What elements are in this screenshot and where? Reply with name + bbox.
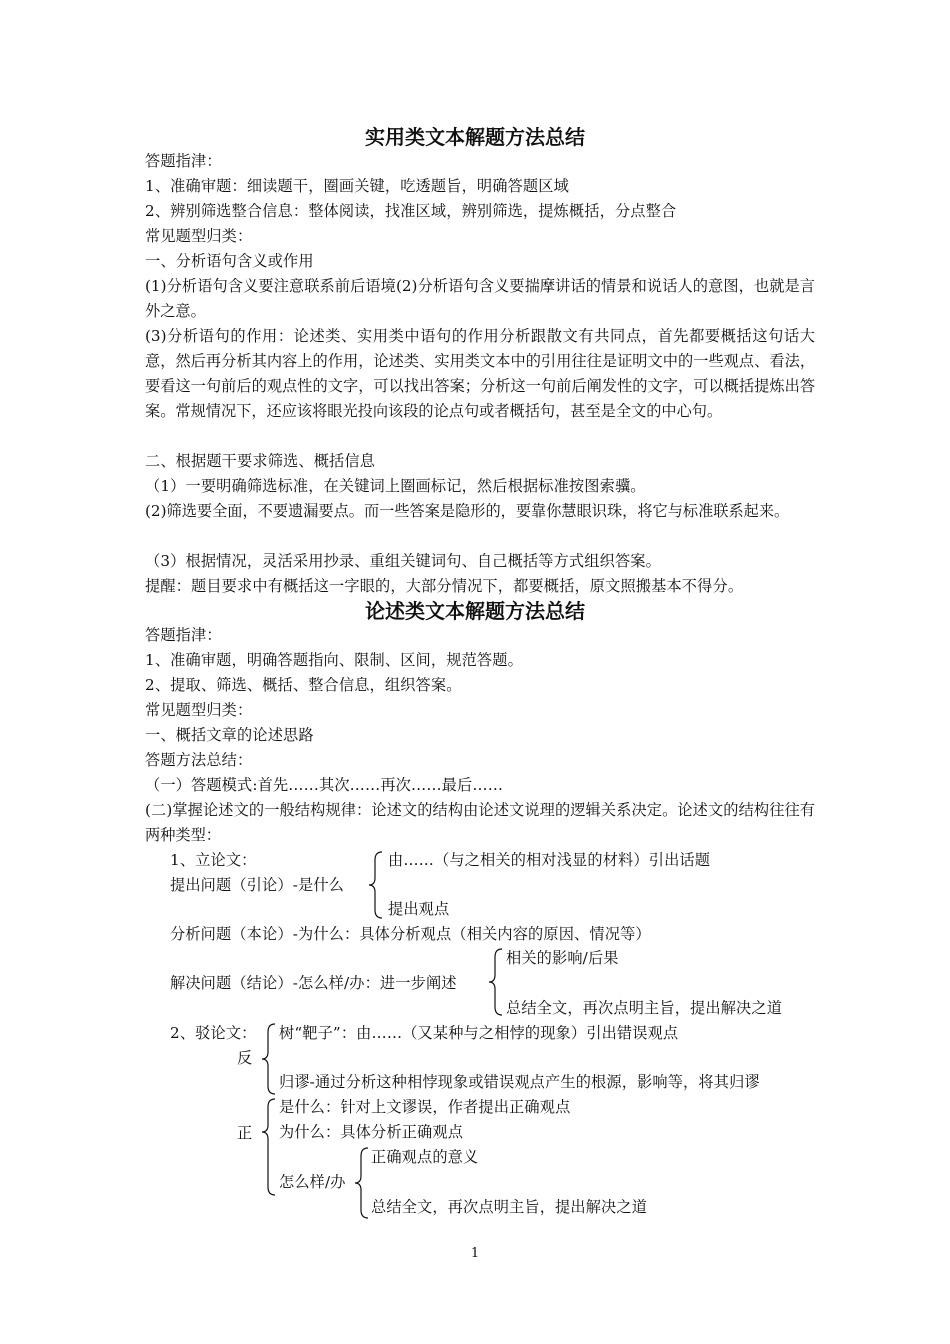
lilun-raise-a: 由……（与之相关的相对浅显的材料）引出话题 [388,851,711,869]
lilun-solve-brace [488,947,506,1017]
bolun-zheng-c2: 总结全文，再次点明主旨，提出解决之道 [371,1198,648,1216]
bolun-fan: 反 [237,1049,253,1067]
section2-method-1: （一）答题模式:首先……其次……再次……最后…… [145,776,504,794]
lilun-solve-a: 相关的影响/后果 [506,949,619,967]
section1-reminder: 提醒：题目要求中有概括这一字眼的，大部分情况下，都要概括，原文照搬基本不得分。 [145,577,744,595]
bolun-label: 2、驳论文： [170,1024,257,1042]
bolun-zheng-a: 是什么：针对上文谬误，作者提出正确观点 [279,1098,571,1116]
bolun-zheng-c1: 正确观点的意义 [371,1148,479,1166]
bolun-fan-a: 树“靶子”：由……（又某种与之相悖的现象）引出错误观点 [279,1024,679,1042]
section2-guide-2: 2、提取、筛选、概括、整合信息，组织答案。 [145,676,462,694]
section2-title: 论述类文本解题方法总结 [365,599,585,623]
section2-guide-label: 答题指津： [145,626,222,644]
lilun-analyze: 分析问题（本论）-为什么：具体分析观点（相关内容的原因、情况等） [170,925,651,943]
section1-guide-2: 2、辨别筛选整合信息：整体阅读，找准区域，辨别筛选，提炼概括，分点整合 [145,202,677,220]
section1-type1-paragraph-2: (3)分析语句的作用：论述类、实用类中语句的作用分析跟散文有共同点，首先都要概括这句话大意，然后再分析其内容上的作用，论述类、实用类文本中的引用往往是证明文中的一些观点、看法，要看这一句前后的观点性的文字，可以找出答案；分析这一句前后阐发性的文字，可以概括提炼出答案。常规情况下，还应该将眼光投向该段的论点句或者概括句，甚至是全文的中心句。 [145,327,815,420]
section1-type2-paragraph-2: (2)筛选要全面，不要遗漏要点。而一些答案是隐形的，要靠你慧眼识珠，将它与标准联系起来。 [145,502,790,520]
section2-method-2: (二)掌握论述文的一般结构规律：论述文的结构由论述文说理的逻辑关系决定。论述文的结构往往有两种类型： [145,801,815,844]
lilun-raise-brace [368,850,386,920]
bolun-zheng: 正 [237,1124,253,1142]
section1-type1-paragraph-1: (1)分析语句含义要注意联系前后语境(2)分析语句含义要揣摩讲话的情景和说话人的意图，也就是言外之意。 [145,277,815,320]
section2-guide-1: 1、准确审题，明确答题指向、限制、区间，规范答题。 [145,651,523,669]
bolun-zheng-b: 为什么：具体分析正确观点 [279,1123,464,1141]
bolun-zheng-brace [261,1097,279,1197]
section2-method-label: 答题方法总结： [145,751,253,769]
lilun-raise-b: 提出观点 [388,900,450,918]
section1-types-label: 常见题型归类： [145,227,253,245]
bolun-fan-b: 归谬-通过分析这种相悖现象或错误观点产生的根源，影响等，将其归谬 [279,1073,760,1091]
section1-type1-heading: 一、分析语句含义或作用 [145,252,314,270]
section2-types-label: 常见题型归类： [145,701,253,719]
section1-type2-paragraph-3: （3）根据情况，灵活采用抄录、重组关键词句、自己概括等方式组织答案。 [145,552,661,570]
section1-title: 实用类文本解题方法总结 [365,125,585,149]
lilun-raise: 提出问题（引论）-是什么 [170,876,344,894]
page-number: 1 [470,1246,480,1261]
lilun-label: 1、立论文： [170,851,257,869]
section1-guide-label: 答题指津： [145,152,222,170]
lilun-solve-b: 总结全文，再次点明主旨，提出解决之道 [506,999,783,1017]
lilun-solve: 解决问题（结论）-怎么样/办：进一步阐述 [170,974,457,992]
bolun-zheng-c-brace [354,1146,372,1220]
section1-type2-heading: 二、根据题干要求筛选、概括信息 [145,452,376,470]
section2-type1-heading: 一、概括文章的论述思路 [145,726,314,744]
section1-type2-paragraph-1: （1）一要明确筛选标准，在关键词上圈画标记，然后根据标准按图索骥。 [145,477,646,495]
bolun-fan-brace [261,1022,279,1096]
section1-guide-1: 1、准确审题：细读题干，圈画关键，吃透题旨，明确答题区域 [145,177,569,195]
bolun-zheng-c: 怎么样/办 [279,1173,346,1191]
